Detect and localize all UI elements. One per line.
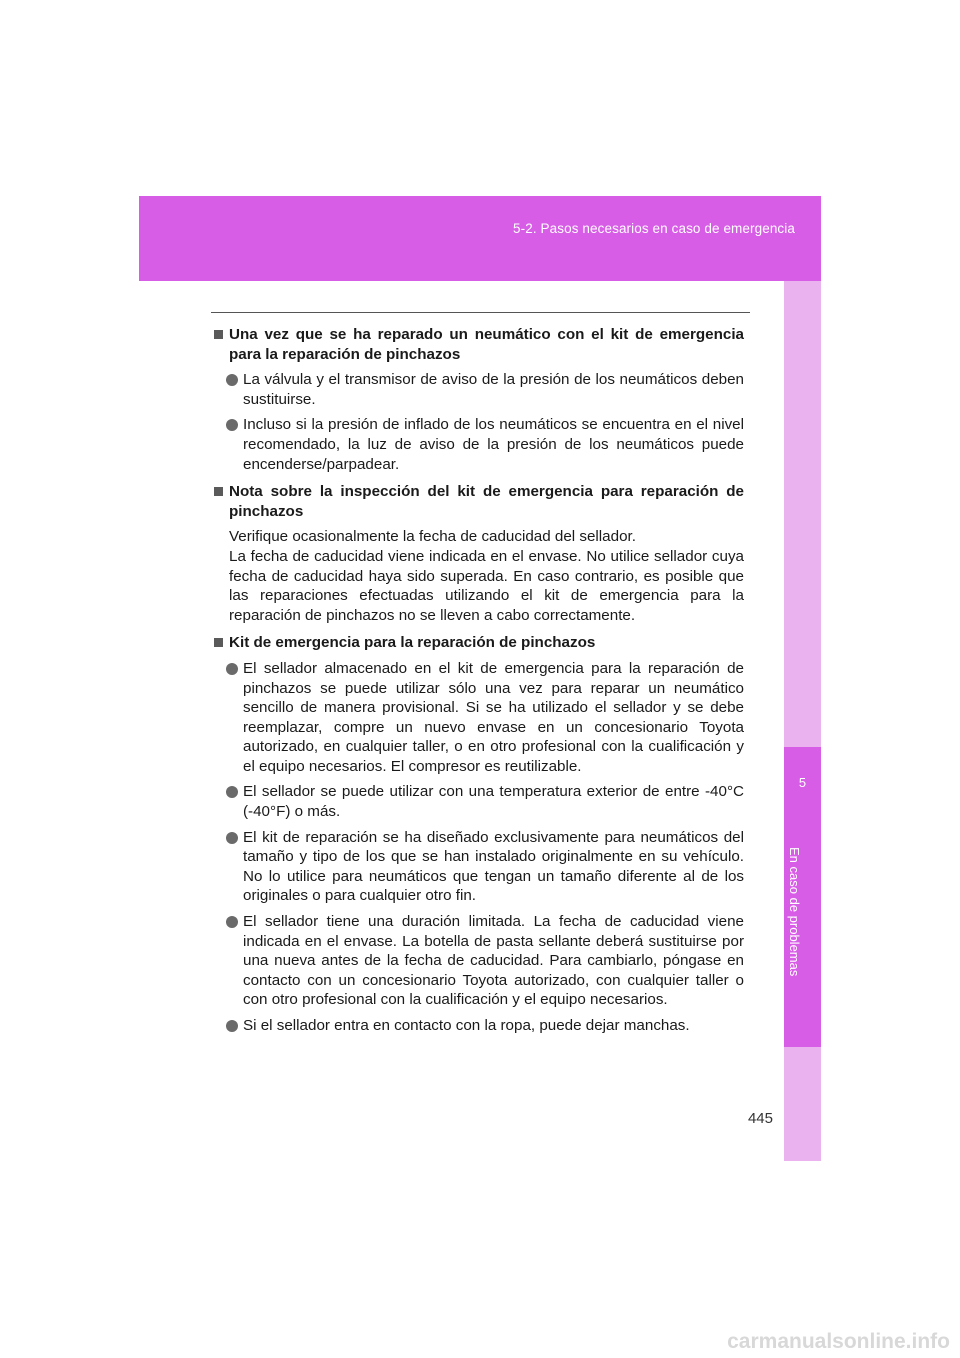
section-heading	[213, 482, 744, 521]
list-item	[243, 1016, 744, 1036]
section-header-band	[139, 196, 821, 281]
section-tire-repaired	[213, 325, 744, 474]
list-item-text: El sellador se puede utilizar con una temperatura exterior de entre -40°C (-40°F) o más.	[243, 783, 744, 821]
section-heading-text: Una vez que se ha reparado un neumático con el kit de emergencia para la reparación de pinchazos	[229, 326, 744, 363]
section-title: 5-2. Pasos necesarios en caso de emergencia	[513, 221, 795, 236]
list-item-text: Si el sellador entra en contacto con la ropa, puede dejar manchas.	[243, 1017, 690, 1034]
watermark: carmanualsonline.info	[727, 1330, 950, 1353]
square-bullet-icon	[214, 638, 223, 647]
chapter-number: 5	[798, 775, 807, 790]
round-bullet-icon	[226, 916, 238, 928]
section-kit-inspection	[213, 482, 744, 625]
list-item	[243, 912, 744, 1010]
round-bullet-icon	[226, 786, 238, 798]
list-item-text: El sellador almacenado en el kit de emergencia para la reparación de pinchazos se puede utilizar sólo una vez para reparar un neumático sencillo de manera provisional. Si se ha utilizado el sellador y se debe reemplazar, compre un nuevo envase en un concesionario Toyota autorizado, en cualquier taller, o en otro profesional con la cualificación y el equipo necesarios. El compresor es reutilizable.	[243, 659, 744, 775]
section-heading	[213, 325, 744, 364]
page-body	[213, 325, 744, 1036]
list-item	[243, 782, 744, 821]
chapter-title: En caso de problemas	[787, 847, 802, 977]
list-item	[243, 415, 744, 474]
list-item	[243, 370, 744, 409]
round-bullet-icon	[226, 1020, 238, 1032]
paragraph: La fecha de caducidad viene indicada en el envase. No utilice sellador cuya fecha de caducidad haya sido superada. En caso contrario, es posible que las reparaciones efectuadas utilizando el kit de emergencia para la reparación de pinchazos no se lleven a cabo correctamente.	[229, 547, 744, 624]
bullet-list	[213, 659, 744, 1036]
round-bullet-icon	[226, 832, 238, 844]
list-item	[243, 659, 744, 777]
square-bullet-icon	[214, 487, 223, 496]
header-divider	[211, 312, 750, 313]
round-bullet-icon	[226, 419, 238, 431]
round-bullet-icon	[226, 663, 238, 675]
section-heading	[213, 633, 744, 653]
section-repair-kit	[213, 633, 744, 1035]
round-bullet-icon	[226, 374, 238, 386]
section-heading-text: Kit de emergencia para la reparación de pinchazos	[229, 634, 596, 652]
list-item-text: La válvula y el transmisor de aviso de la presión de los neumáticos deben sustituirse.	[243, 371, 744, 408]
list-item	[243, 828, 744, 906]
page-number: 445	[747, 1110, 773, 1127]
section-heading-text: Nota sobre la inspección del kit de emergencia para reparación de pinchazos	[229, 483, 744, 520]
chapter-tab-marker	[784, 747, 821, 1047]
bullet-list	[213, 370, 744, 474]
list-item-text: El sellador tiene una duración limitada. La fecha de caducidad viene indicada en el envase. La botella de pasta sellante deberá sustituirse por una nueva antes de la fecha de caducidad. Para cambiarlo, póngase en contacto con un concesionario Toyota autorizado, con cualquier taller o con otro profesional con la cualificación y el equipo necesarios.	[243, 913, 744, 1009]
paragraph-line: Verifique ocasionalmente la fecha de caducidad del sellador.	[229, 528, 636, 546]
square-bullet-icon	[214, 330, 223, 339]
list-item-text: El kit de reparación se ha diseñado exclusivamente para neumáticos del tamaño y tipo de los que se han instalado originalmente en su vehículo. No lo utilice para neumáticos que tengan un tamaño diferente al de los originales o para cualquier otro fin.	[243, 828, 744, 905]
list-item-text: Incluso si la presión de inflado de los neumáticos se encuentra en el nivel recomendado, la luz de aviso de la presión de los neumáticos puede encenderse/parpadear.	[243, 416, 744, 473]
